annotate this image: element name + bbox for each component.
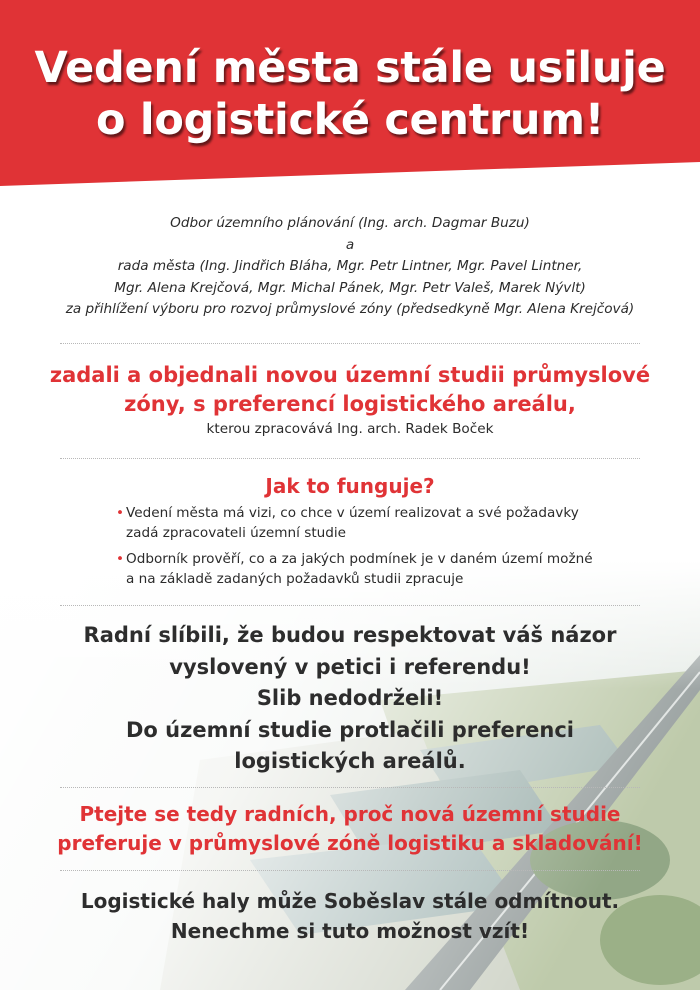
list-item: • Vedení města má vizi, co chce v území realizovat a své požadavky zadá zpracovateli územní studie: [116, 505, 579, 541]
commission-statement: [0, 361, 700, 419]
credits-line-1: Odbor územního plánování (Ing. arch. Dagmar Buzu): [170, 215, 530, 231]
commission-line-2: zóny, s preferencí logistického areálu,: [124, 392, 576, 416]
divider: [60, 787, 640, 788]
closing-line-1: Logistické haly může Soběslav stále odmítnout.: [80, 889, 620, 913]
question-line-2: preferuje v průmyslové zóně logistiku a skladování!: [57, 831, 643, 855]
question-statement: [0, 800, 700, 858]
how-it-works-title: Jak to funguje?: [265, 474, 435, 498]
bullet-dot-icon: •: [116, 505, 125, 521]
credits-line-2: a: [345, 236, 355, 253]
commission-subline: kterou zpracovává Ing. arch. Radek Boček: [206, 421, 494, 437]
promise-line-3: Slib nedodrželi!: [256, 686, 444, 710]
promise-line-4: Do územní studie protlačili preferenci: [126, 717, 574, 742]
closing-line-2: Nenechme si tuto možnost vzít!: [170, 919, 530, 943]
divider: [60, 458, 640, 459]
question-line-1: Ptejte se tedy radních, proč nová územní studie: [79, 802, 621, 826]
list-item: • Odborník prověří, co a za jakých podmínek je v daném území možné a na základě zadaných požadavků studii zpracuje: [116, 551, 593, 587]
promise-line-5: logistických areálů.: [234, 749, 466, 773]
how-it-works-list: [116, 503, 636, 595]
divider: [60, 605, 640, 606]
headline-line-1: Vedení města stále usiluje: [34, 43, 666, 93]
promise-line-1: Radní slíbili, že budou respektovat váš názor: [83, 623, 617, 647]
credits-line-5: za přihlížení výboru pro rozvoj průmyslové zóny (předsedkyně Mgr. Alena Krejčová): [65, 301, 635, 317]
headline: [0, 42, 700, 146]
commission-line-1: zadali a objednali novou územní studii průmyslové: [49, 363, 651, 387]
bullet-dot-icon: •: [116, 551, 125, 567]
divider: [60, 343, 640, 344]
credits-block: [0, 213, 700, 321]
promise-statement: [0, 620, 700, 778]
headline-line-2: o logistické centrum!: [95, 95, 605, 145]
credits-line-4: Mgr. Alena Krejčová, Mgr. Michal Pánek, Mgr. Petr Valeš, Marek Nývlt): [114, 279, 586, 296]
credits-line-3: rada města (Ing. Jindřich Bláha, Mgr. Petr Lintner, Mgr. Pavel Lintner,: [117, 258, 583, 274]
divider: [60, 870, 640, 871]
closing-statement: [0, 886, 700, 946]
promise-line-2: vyslovený v petici i referendu!: [169, 654, 531, 679]
